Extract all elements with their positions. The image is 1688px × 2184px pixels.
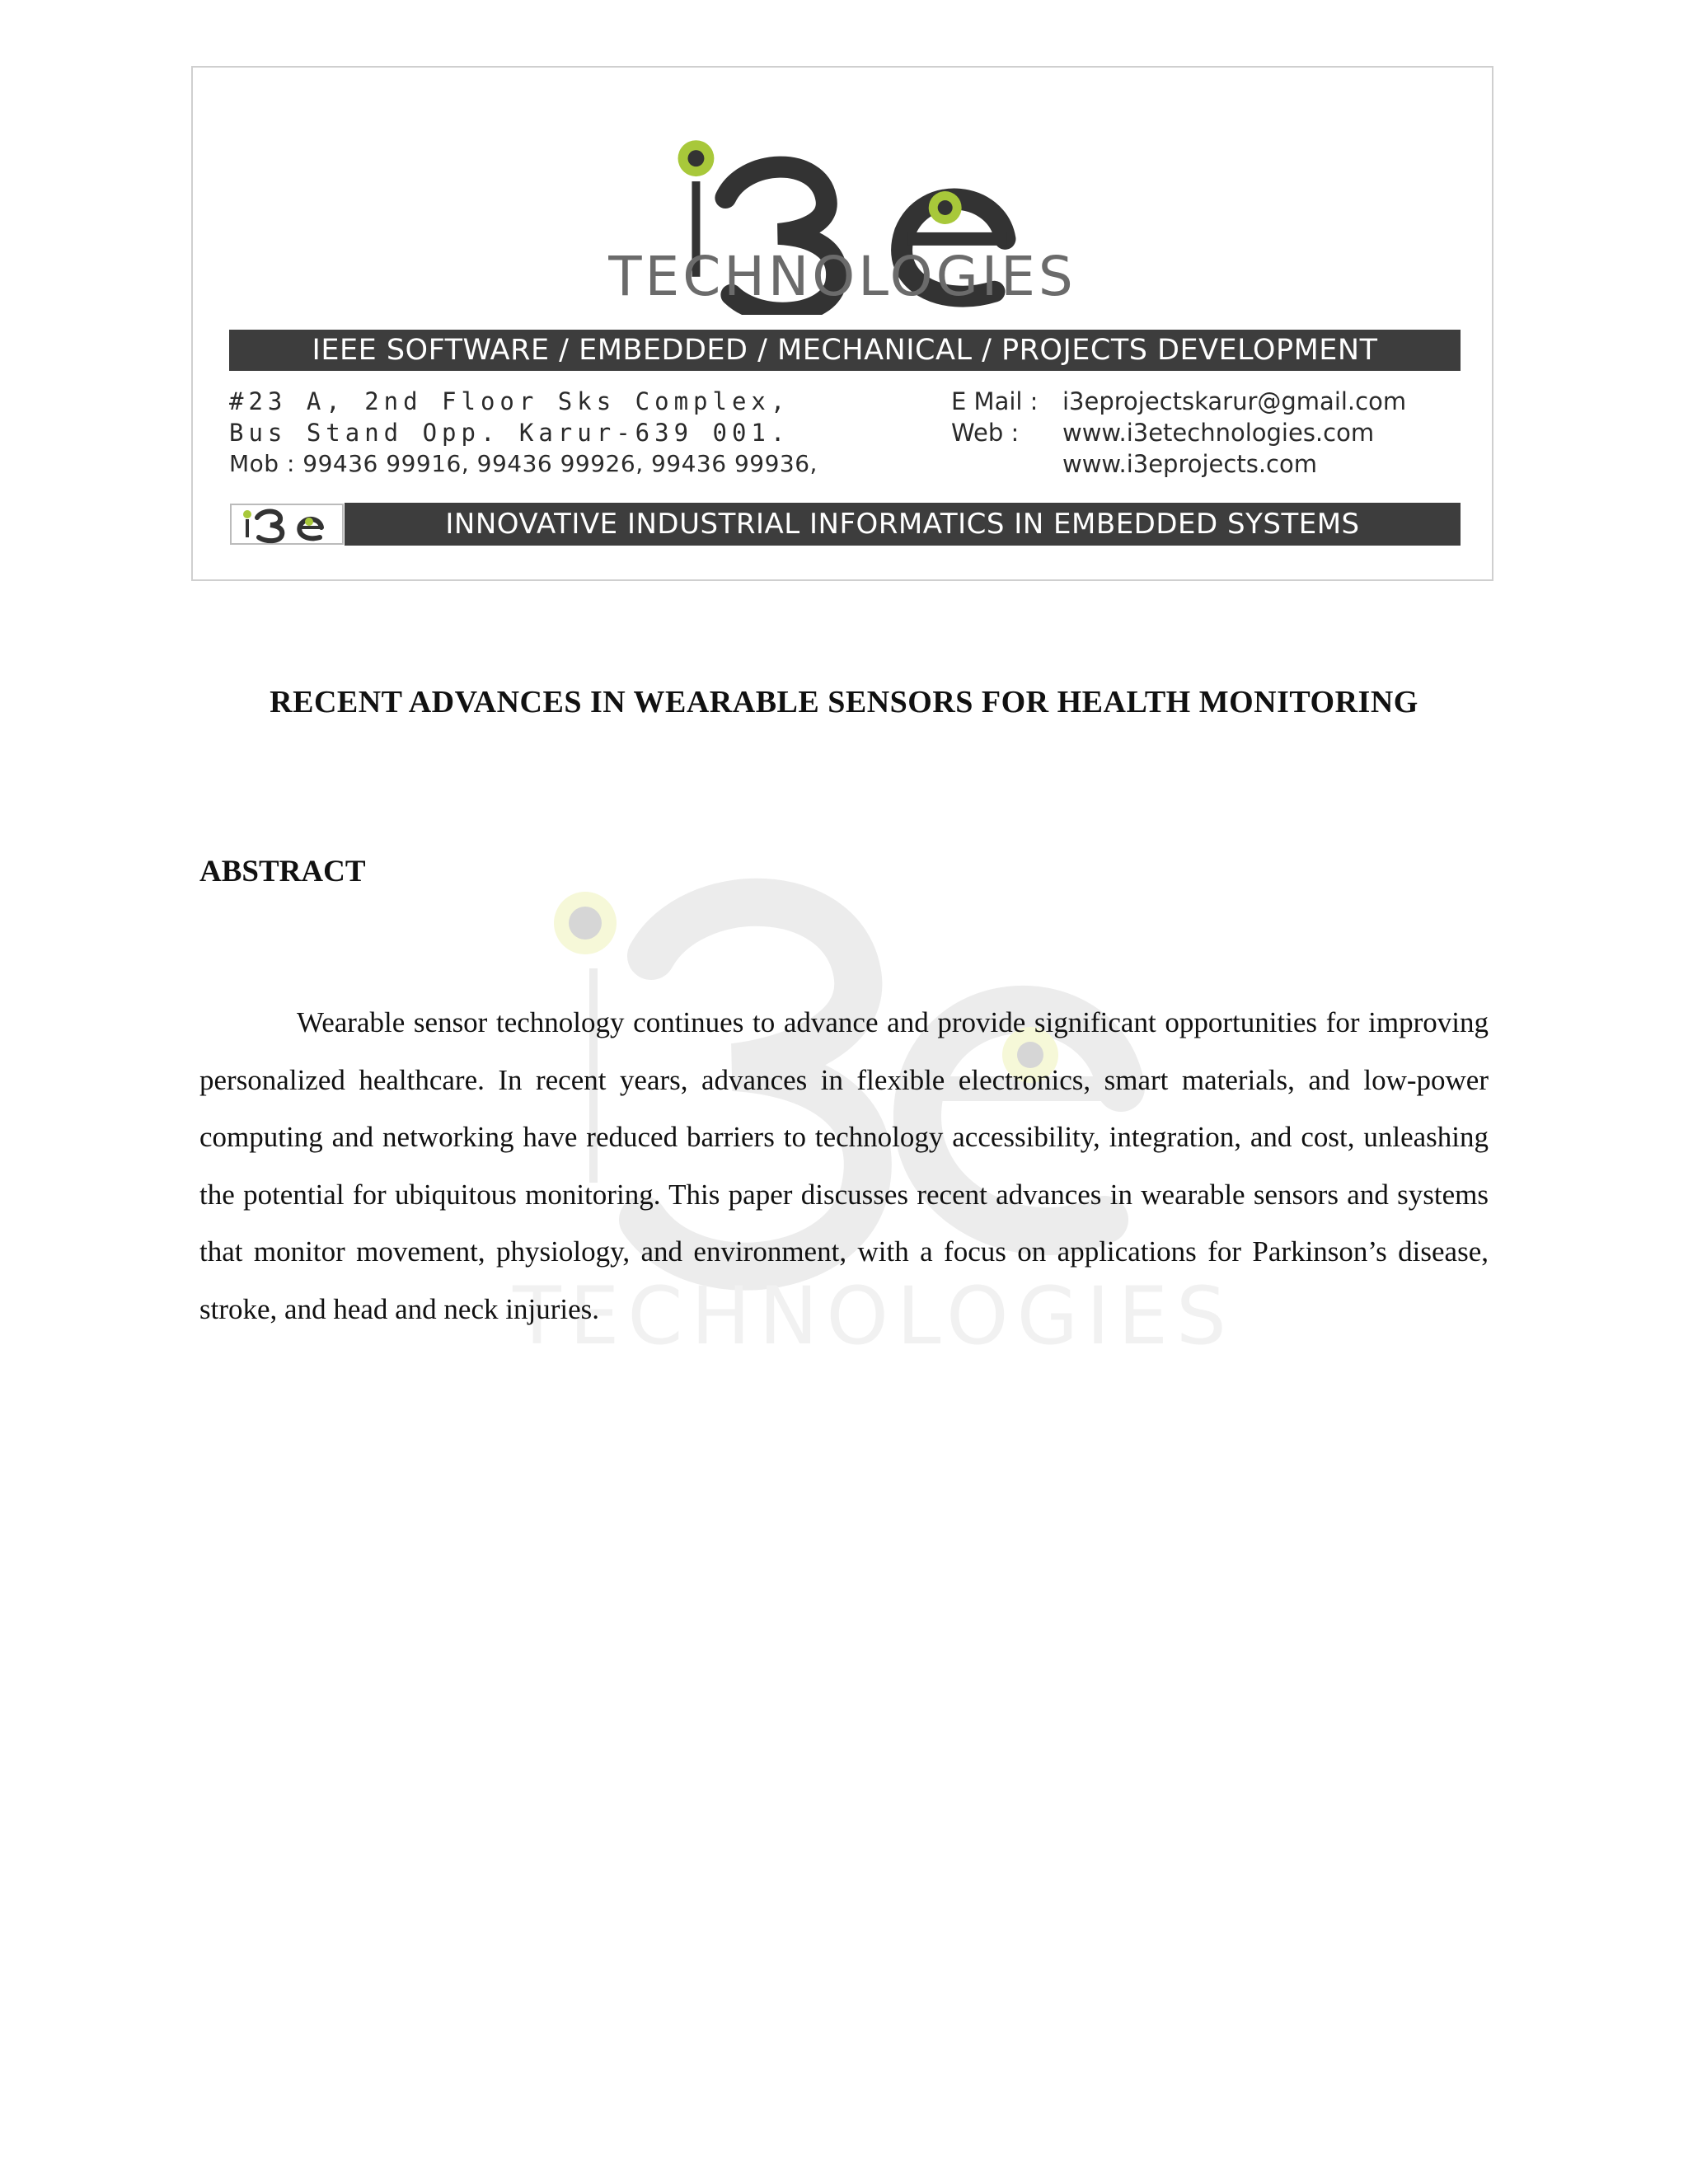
- email-label: E Mail :: [951, 387, 1039, 415]
- tagline-row: [229, 503, 1461, 546]
- mobile-numbers: Mob : 99436 99916, 99436 99926, 99436 99936,: [229, 450, 818, 477]
- address-block: [229, 386, 818, 480]
- tagline-bar: INNOVATIVE INDUSTRIAL INFORMATICS IN EMBEDDED SYSTEMS: [345, 503, 1461, 546]
- abstract-text: Wearable sensor technology continues to advance and provide significant opportunities for improving personalized healthcare. In recent years, advances in flexible electronics, smart materials, and low-power computing and networking have reduced barriers to technology accessibility, integration, and cost, unleashing the potential for ubiquitous monitoring. This paper discusses recent advances in wearable sensors and systems that monitor movement, physiology, and environment, with a focus on applications for Parkinson’s disease, stroke, and head and neck injuries.: [199, 1006, 1489, 1325]
- abstract-heading: ABSTRACT: [199, 855, 366, 888]
- paper-title: RECENT ADVANCES IN WEARABLE SENSORS FOR HEALTH MONITORING: [270, 685, 1418, 719]
- contact-block: [951, 386, 1406, 480]
- company-name: TECHNOLOGIES: [608, 245, 1076, 308]
- watermark-company-name: TECHNOLOGIES: [513, 1270, 1235, 1360]
- web-row: [951, 417, 1406, 448]
- address-line-2: Bus Stand Opp. Karur-639 001.: [229, 419, 790, 447]
- services-bar: IEEE SOFTWARE / EMBEDDED / MECHANICAL / PROJECTS DEVELOPMENT: [229, 330, 1461, 371]
- i3e-mini-logo: [229, 503, 345, 546]
- web-address-2: www.i3eprojects.com: [1062, 450, 1317, 478]
- web-row-2: [951, 448, 1406, 480]
- letterhead-banner: [191, 66, 1493, 581]
- email-row: [951, 386, 1406, 417]
- address-line-1: #23 A, 2nd Floor Sks Complex,: [229, 387, 790, 415]
- web-label: Web :: [951, 419, 1020, 447]
- email-address: i3eprojectskarur@gmail.com: [1062, 387, 1407, 415]
- web-address-1: www.i3etechnologies.com: [1062, 419, 1375, 447]
